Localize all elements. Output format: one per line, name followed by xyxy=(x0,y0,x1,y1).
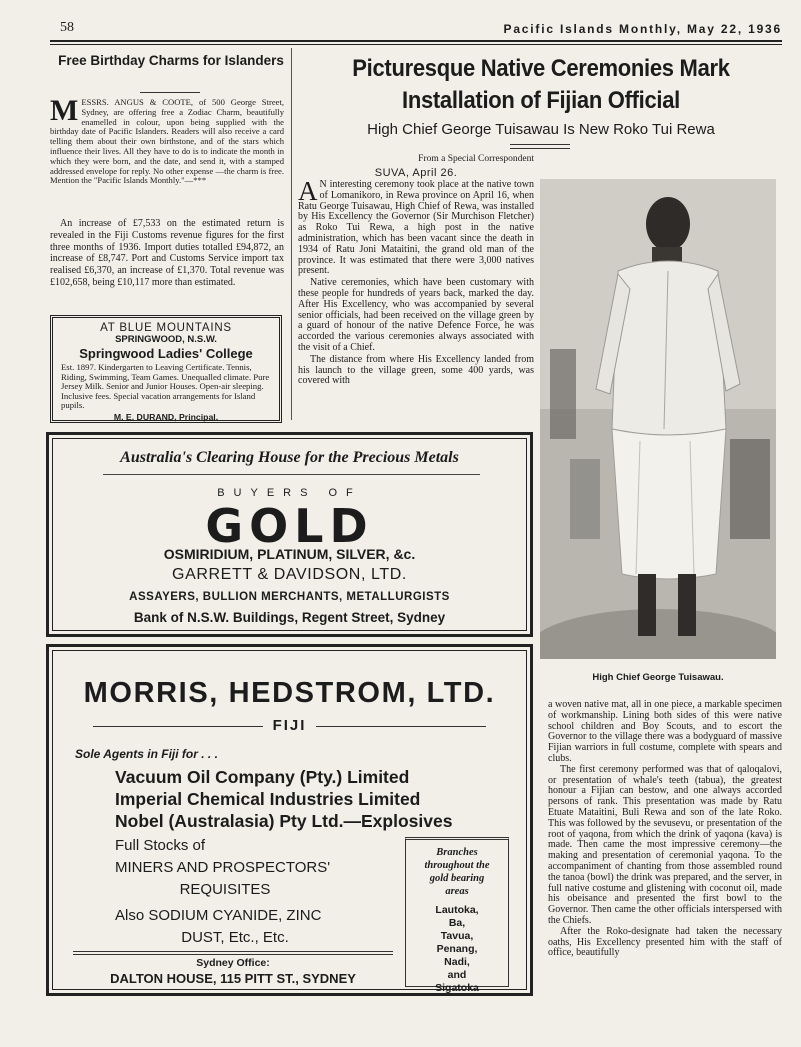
branch-item: Lautoka, xyxy=(435,904,479,916)
morris-hedstrom-advertisement xyxy=(46,644,533,996)
gold-advertisement xyxy=(46,432,533,637)
continuation-paragraph: The first ceremony performed was that of qaloqalovi, or presentation of whale's teeth (tabua), the greatest honour a Fijian can bestow, and one always accorded persons of rank. This presentation was made by Ratu Etuate Mataitini, Buli Rewa and son of the late Roko. This was followed by the sevusevu, or presentation of the root of yaqona, from which the drink of yaqona (kava) is made. Then came the most impressive ceremony—the making and presentation of ceremonial yaqona. To the accompaniment of chanting from those assembled round the tanoa (bowl) the drink was prepared, and the server, in full native costume and glistening with coconut oil, made his obeisance and presented the first bowl to the Governor. Then came the other officials interspersed with the Chiefs. xyxy=(548,763,782,926)
morris-ad-requisites: REQUISITES xyxy=(179,881,271,898)
portrait-photo xyxy=(540,179,776,659)
morris-ad-office-rule xyxy=(73,951,393,952)
dateline: SUVA, April 26. xyxy=(374,167,458,179)
title-rule xyxy=(140,92,200,93)
header-rule-thin xyxy=(50,44,782,45)
morris-ad-company-nobel: Nobel (Australasia) Pty Ltd.—Explosives xyxy=(115,811,453,831)
gold-ad-trades: ASSAYERS, BULLION MERCHANTS, METALLURGISTS xyxy=(129,591,450,603)
feature-paragraph: Native ceremonies, which have been customary with these people for hundreds of years back, marked the day. After His Excellency, who was accompanied by several senior officials, had been received on the village green by a guard of honour of the native Defence Force, he was accorded the various ceremonies always associated with the visit of a Chief. xyxy=(298,277,534,353)
morris-ad-frame xyxy=(52,650,527,994)
branch-item: Nadi, xyxy=(444,956,470,968)
feature-article-continuation xyxy=(548,700,782,959)
morris-ad-company-vacuum: Vacuum Oil Company (Pty.) Limited xyxy=(115,767,410,787)
feature-paragraph xyxy=(298,176,534,277)
drop-cap: A xyxy=(298,176,318,206)
branches-heading-line: throughout the xyxy=(424,860,490,871)
morris-ad-sole-agents: Sole Agents in Fiji for . . . xyxy=(75,747,218,761)
morris-ad-dust: DUST, Etc., Etc. xyxy=(181,929,289,946)
morris-ad-office-rule-second xyxy=(73,954,393,955)
branches-heading xyxy=(406,846,508,898)
morris-ad-full-stocks: Full Stocks of xyxy=(115,837,206,854)
gold-ad-header: Australia's Clearing House for the Precious Metals xyxy=(120,449,459,466)
morris-ad-place: FIJI xyxy=(272,717,307,734)
branch-item: and xyxy=(447,969,467,981)
byline: From a Special Correspondent xyxy=(418,154,534,164)
feature-article-subtitle: High Chief George Tuisawau Is New Roko Tui Rewa xyxy=(367,121,715,138)
birthday-article-body xyxy=(50,94,284,186)
feature-article-body xyxy=(298,176,534,387)
birthday-article-text: ESSRS. ANGUS & COOTE, of 500 George Street, Sydney, are offering free a Zodiac Charm, beautifully enamelled in colour, upon being supplied with the birthday date of Pacific Islanders. Readers will also receive a card telling them about their own birthstone, and of the stars which influence their lives. All they have to do is to indicate the month in which they were born, and the date, and send it, with a stamped addressed envelope for reply. No other expense —the charm is free. Mention the "Pacific Islands Monthly."—*** xyxy=(50,97,284,186)
gold-ad-header-rule xyxy=(103,474,480,475)
gold-ad-frame xyxy=(52,438,527,631)
gold-ad-address: Bank of N.S.W. Buildings, Regent Street, Sydney xyxy=(133,610,446,625)
subtitle-rule-second xyxy=(510,148,570,149)
continuation-paragraph: a woven native mat, all in one piece, a markable specimen of workmanship. Lining both sides of this were native school children and Boy Scouts, and to escort the Governor to the village there was a bodyguard of massive Fijian warriors in full costume, complete with spears and clubs. xyxy=(548,699,782,764)
college-ad-name: Springwood Ladies' College xyxy=(79,346,253,361)
morris-ad-company-name: MORRIS, HEDSTROM, LTD. xyxy=(83,677,496,709)
morris-ad-cyanide: Also SODIUM CYANIDE, ZINC xyxy=(115,907,322,924)
feature-paragraph: The distance from where His Excellency landed from his launch to the village green, some 400 yards, was covered with xyxy=(298,353,534,387)
branch-item: Ba, xyxy=(448,917,466,929)
page-number: 58 xyxy=(60,20,74,35)
continuation-paragraph: After the Roko-designate had taken the necessary oaths, His Excellency presented him with the staff of office, beautifully xyxy=(548,925,782,959)
college-ad-town: SPRINGWOOD, N.S.W. xyxy=(115,334,217,345)
college-ad-principal: M. E. DURAND, Principal. xyxy=(113,411,219,422)
drop-cap: M xyxy=(50,94,79,127)
branch-item: Tavua, xyxy=(440,930,474,942)
gold-ad-gold-word: GOLD xyxy=(205,499,374,553)
branches-list xyxy=(406,904,508,995)
morris-ad-rule-right xyxy=(316,726,486,727)
feature-paragraph-text: N interesting ceremony took place at the native town of Lomanikoro, in Rewa province on April 16, when Ratu George Tuisawau, High Chief of Rewa, was installed by His Excellency the Governor (Sir Murchison Fletcher) as Roko Tui Rewa, a high post in the native administration, which has been vacant since the death in 1934 of Ratu Joni Mataitini, the grand old man of the province. It was estimated that there were 3,000 natives present. xyxy=(298,179,534,277)
birthday-article-title: Free Birthday Charms for Islanders xyxy=(58,53,284,68)
customs-article-body: An increase of £7,533 on the estimated return is revealed in the Fiji Customs revenue figures for the first three months of 1936. Import duties totalled £94,872, an increase of £8,747. Port and Customs Service import tax realised £6,370, an increase of £1,370. Total revenue was £102,658, being £10,117 more than estimated. xyxy=(50,218,284,288)
branches-heading-line: areas xyxy=(445,886,469,897)
gold-ad-metals: OSMIRIDIUM, PLATINUM, SILVER, &c. xyxy=(163,546,416,562)
feature-article-title: Picturesque Native Ceremonies Mark Installation of Fijian Official xyxy=(352,54,730,114)
morris-ad-miners: MINERS AND PROSPECTORS' xyxy=(115,859,331,876)
college-ad-location: AT BLUE MOUNTAINS xyxy=(100,322,232,334)
branch-item: Sigatoka xyxy=(435,982,479,994)
morris-ad-company-ici: Imperial Chemical Industries Limited xyxy=(115,789,421,809)
portrait-illustration xyxy=(540,179,776,659)
subtitle-rule xyxy=(510,144,570,145)
column-divider xyxy=(291,48,292,420)
college-ad-description: Est. 1897. Kindergarten to Leaving Certificate. Tennis, Riding, Swimming, Team Games. Unequalled climate. Pure Jersey Milk. Senior and Junior Houses. Open-air sleeping. Inclusive fees. Special vacation arrangements for Island pupils. xyxy=(61,362,270,411)
branches-box xyxy=(405,837,509,994)
running-head: Pacific Islands Monthly, May 22, 1936 xyxy=(503,22,782,36)
branches-heading-line: Branches xyxy=(436,847,478,858)
branches-heading-line: gold bearing xyxy=(429,873,485,884)
college-advertisement xyxy=(50,315,282,423)
morris-ad-office-address: DALTON HOUSE, 115 PITT ST., SYDNEY xyxy=(110,971,356,986)
photo-caption: High Chief George Tuisawau. xyxy=(592,672,724,683)
gold-ad-buyers: BUYERS OF xyxy=(217,487,362,499)
branch-item: Penang, xyxy=(436,943,478,955)
gold-ad-firm: GARRETT & DAVIDSON, LTD. xyxy=(172,566,407,583)
morris-ad-office-label: Sydney Office: xyxy=(196,957,270,969)
header-rule xyxy=(50,40,782,42)
